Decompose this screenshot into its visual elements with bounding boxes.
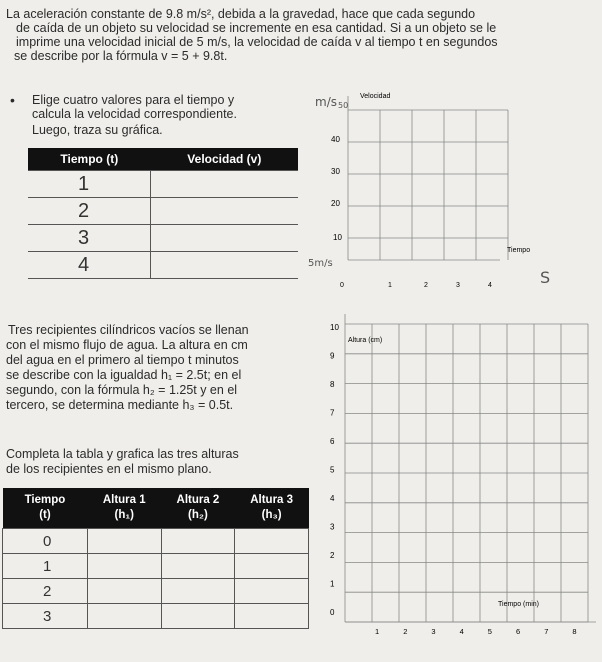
x-tick: 4	[459, 627, 464, 636]
task2-line-4: se describe con la igualdad h₁ = 2.5t; en el	[6, 368, 242, 382]
hw-x-unit: S	[540, 268, 551, 287]
hw-y-unit: m/s	[315, 95, 337, 109]
task2-line-8: de los recipientes en el mismo plano.	[6, 462, 212, 476]
task2-line-6: tercero, se determina mediante h₃ = 0.5t.	[6, 398, 234, 412]
x-tick: 8	[572, 627, 577, 636]
task1-line-1: Elige cuatro valores para el tiempo y	[32, 93, 235, 107]
y-tick: 5	[330, 465, 335, 475]
y-tick: 10	[330, 323, 339, 332]
y-tick: 9	[330, 351, 335, 361]
x-tick: 3	[456, 282, 460, 289]
header-height-1: Altura 1 (h₁)	[87, 488, 161, 529]
x-tick: 7	[544, 627, 549, 636]
height-2-cell[interactable]	[161, 554, 235, 579]
header-speed: Velocidad (v)	[151, 148, 298, 171]
y-tick: 0	[330, 608, 335, 617]
header-time: Tiempo (t)	[3, 488, 88, 529]
task2-line-2: con el mismo flujo de agua. La altura en cm	[6, 338, 248, 352]
table-row	[28, 171, 298, 198]
y-label-velocidad: Velocidad	[360, 93, 391, 100]
y-tick: 1	[330, 579, 335, 589]
time-cell: 0	[3, 529, 88, 554]
intro-line-1: La aceleración constante de 9.8 m/s², debida a la gravedad, hace que cada segundo	[6, 7, 476, 21]
height-3-cell[interactable]	[235, 529, 309, 554]
time-cell[interactable]: 3	[28, 225, 151, 252]
x-label-tiempo: Tiempo (min)	[498, 601, 539, 608]
x-tick: 5	[487, 627, 492, 636]
y-tick: 40	[331, 135, 340, 144]
header-height-2: Altura 2 (h₂)	[161, 488, 235, 529]
task1-line-3: Luego, traza su gráfica.	[32, 123, 163, 137]
header-height-3: Altura 3 (h₃)	[235, 488, 309, 529]
y-tick: 30	[331, 167, 340, 176]
time-cell[interactable]: 2	[28, 198, 151, 225]
time-cell: 2	[3, 579, 88, 604]
heights-table	[2, 488, 309, 629]
table-row	[3, 604, 309, 629]
y-tick: 20	[331, 199, 340, 208]
header-time: Tiempo (t)	[28, 148, 151, 171]
speed-cell[interactable]	[151, 198, 298, 225]
height-1-cell[interactable]	[87, 579, 161, 604]
speed-graph[interactable]	[300, 80, 602, 300]
height-1-cell[interactable]	[87, 604, 161, 629]
height-1-cell[interactable]	[87, 529, 161, 554]
speed-cell[interactable]	[151, 225, 298, 252]
x-tick: 1	[388, 282, 392, 289]
y-tick: 10	[333, 233, 342, 242]
height-2-cell[interactable]	[161, 529, 235, 554]
y-tick: 6	[330, 437, 335, 446]
task2-line-3: del agua en el primero al tiempo t minutos	[6, 353, 239, 367]
speed-cell[interactable]	[151, 171, 298, 198]
table-row	[28, 198, 298, 225]
hw-y-extra: 50	[338, 101, 349, 110]
table-row	[28, 225, 298, 252]
table-row	[3, 579, 309, 604]
height-3-cell[interactable]	[235, 554, 309, 579]
table-row	[28, 252, 298, 279]
height-1-cell[interactable]	[87, 554, 161, 579]
time-cell[interactable]: 4	[28, 252, 151, 279]
time-cell: 3	[3, 604, 88, 629]
x-tick: 6	[516, 627, 521, 636]
table-row	[3, 554, 309, 579]
time-cell[interactable]: 1	[28, 171, 151, 198]
y-tick: 8	[330, 380, 335, 389]
y-tick: 3	[330, 522, 335, 532]
y-tick: 4	[330, 494, 335, 503]
speed-cell[interactable]	[151, 252, 298, 279]
task1-line-2: calcula la velocidad correspondiente.	[32, 107, 237, 121]
x-tick: 2	[403, 627, 408, 636]
speed-table	[28, 148, 298, 279]
heights-graph[interactable]	[318, 308, 602, 642]
height-2-cell[interactable]	[161, 579, 235, 604]
x-label-tiempo: Tiempo	[507, 247, 531, 254]
y-tick: 7	[330, 408, 335, 418]
intro-line-3: imprime una velocidad inicial de 5 m/s, la velocidad de caída v al tiempo t en segundos	[16, 35, 498, 49]
x-tick: 2	[424, 282, 428, 289]
height-3-cell[interactable]	[235, 604, 309, 629]
x-tick: 1	[375, 627, 380, 636]
hw-origin: 5m/s	[308, 258, 333, 269]
bullet-icon: •	[10, 92, 15, 108]
x-tick: 0	[340, 282, 344, 289]
x-tick: 3	[431, 627, 436, 636]
task2-line-1: Tres recipientes cilíndricos vacíos se llenan	[8, 323, 249, 337]
intro-line-4: se describe por la fórmula v = 5 + 9.8t.	[14, 49, 228, 63]
height-2-cell[interactable]	[161, 604, 235, 629]
task2-line-5: segundo, con la fórmula h₂ = 1.25t y en el	[6, 383, 238, 397]
y-tick: 2	[330, 551, 335, 560]
height-3-cell[interactable]	[235, 579, 309, 604]
task2-line-7: Completa la tabla y grafica las tres alturas	[6, 447, 239, 461]
table-row	[3, 529, 309, 554]
intro-line-2: de caída de un objeto su velocidad se incremente en esa cantidad. Si a un objeto se le	[16, 21, 497, 35]
y-label-altura: Altura (cm)	[348, 337, 383, 344]
x-tick: 4	[488, 282, 492, 289]
time-cell: 1	[3, 554, 88, 579]
